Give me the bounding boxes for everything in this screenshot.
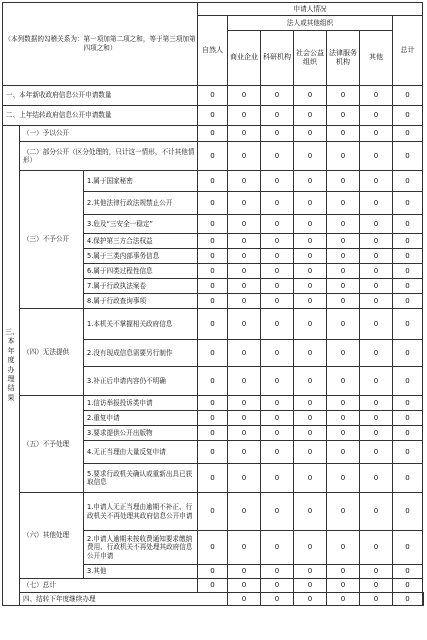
value-cell: 0: [228, 426, 261, 441]
value-cell: 0: [261, 565, 294, 579]
value-cell: 0: [261, 86, 294, 106]
value-cell: 0: [228, 294, 261, 309]
value-cell: 0: [294, 531, 327, 565]
value-cell: 0: [294, 464, 327, 493]
value-cell: 0: [198, 411, 228, 426]
value-cell: 0: [327, 192, 360, 215]
value-cell: 0: [327, 493, 360, 531]
value-cell: 0: [327, 215, 360, 234]
value-cell: 0: [198, 294, 228, 309]
value-cell: 0: [228, 531, 261, 565]
value-cell: 0: [294, 396, 327, 411]
value-cell: 0: [228, 367, 261, 396]
value-cell: 0: [393, 565, 423, 579]
row-label: 二、上年结转政府信息公开申请数量: [3, 106, 198, 126]
value-cell: 0: [294, 579, 327, 593]
value-cell: 0: [228, 126, 261, 142]
value-cell: 0: [261, 464, 294, 493]
value-cell: 0: [327, 294, 360, 309]
value-cell: 0: [327, 142, 360, 171]
header-social: 社会公益组织: [294, 31, 327, 86]
value-cell: 0: [294, 426, 327, 441]
value-cell: 0: [360, 142, 393, 171]
value-cell: 0: [360, 171, 393, 192]
value-cell: 0: [294, 493, 327, 531]
row-label: 4.保护第三方合法权益: [84, 234, 198, 249]
value-cell: 0: [360, 367, 393, 396]
row-label: 8.属于行政查询事项: [84, 294, 198, 309]
value-cell: 0: [360, 565, 393, 579]
value-cell: 0: [393, 464, 423, 493]
row-label: 3.要求提供公开出版物: [84, 426, 198, 441]
value-cell: 0: [294, 411, 327, 426]
value-cell: 0: [261, 396, 294, 411]
value-cell: 0: [198, 264, 228, 279]
row-label: 5.属于三类内部事务信息: [84, 249, 198, 264]
value-cell: 0: [261, 234, 294, 249]
value-cell: 0: [198, 106, 228, 126]
value-cell: 0: [393, 367, 423, 396]
value-cell: 0: [393, 493, 423, 531]
value-cell: 0: [198, 579, 228, 593]
row-label: 1.属于国家秘密: [84, 171, 198, 192]
value-cell: 0: [360, 106, 393, 126]
value-cell: 0: [198, 396, 228, 411]
value-cell: 0: [393, 279, 423, 294]
value-cell: 0: [198, 171, 228, 192]
value-cell: 0: [294, 192, 327, 215]
value-cell: 0: [198, 531, 228, 565]
value-cell: 0: [228, 171, 261, 192]
value-cell: 0: [360, 441, 393, 464]
value-cell: 0: [198, 279, 228, 294]
section-label: 三、本年度办理结果: [3, 126, 20, 606]
value-cell: 0: [327, 279, 360, 294]
value-cell: 0: [228, 396, 261, 411]
value-cell: 0: [261, 279, 294, 294]
row-label: 2.申请人逾期未按收费通知要求缴纳费用、行政机关不再处理其政府信息公开申请: [84, 531, 198, 565]
value-cell: 0: [198, 309, 228, 340]
value-cell: 0: [228, 215, 261, 234]
value-cell: 0: [294, 264, 327, 279]
row-label: 一、本年新收政府信息公开申请数量: [3, 86, 198, 106]
value-cell: 0: [327, 234, 360, 249]
value-cell: 0: [294, 215, 327, 234]
value-cell: 0: [261, 309, 294, 340]
value-cell: 0: [294, 309, 327, 340]
value-cell: 0: [198, 126, 228, 142]
value-cell: 0: [327, 171, 360, 192]
value-cell: 0: [228, 249, 261, 264]
row-label: 6.属于四类过程性信息: [84, 264, 198, 279]
value-cell: 0: [294, 142, 327, 171]
value-cell: 0: [228, 593, 261, 606]
value-cell: 0: [360, 426, 393, 441]
value-cell: 0: [393, 294, 423, 309]
value-cell: 0: [327, 565, 360, 579]
info-disclosure-table: [2, 2, 424, 606]
value-cell: 0: [327, 441, 360, 464]
value-cell: 0: [294, 126, 327, 142]
value-cell: 0: [360, 126, 393, 142]
value-cell: 0: [228, 340, 261, 367]
row-label: 2.没有现成信息需要另行制作: [84, 340, 198, 367]
value-cell: 0: [198, 464, 228, 493]
value-cell: 0: [261, 340, 294, 367]
value-cell: 0: [261, 493, 294, 531]
value-cell: 0: [228, 493, 261, 531]
value-cell: 0: [228, 565, 261, 579]
header-legal: 法人或其他组织: [228, 16, 393, 31]
row-label: 7.属于行政执法案卷: [84, 279, 198, 294]
value-cell: 0: [261, 215, 294, 234]
value-cell: 0: [327, 396, 360, 411]
value-cell: 0: [198, 192, 228, 215]
value-cell: 0: [294, 593, 327, 606]
group-label: （六）其他处理: [20, 493, 84, 579]
value-cell: 0: [294, 106, 327, 126]
header-note: （本列数据的勾稽关系为：第一项加第二项之和，等于第三项加第四项之和）: [3, 3, 198, 86]
value-cell: 0: [228, 411, 261, 426]
row-label: 3.其他: [84, 565, 198, 579]
value-cell: 0: [198, 86, 228, 106]
row-label: 四、结转下年度继续办理: [20, 593, 228, 606]
row-label: 1.申请人无正当理由逾期不补正、行政机关不再处理其政府信息公开申请: [84, 493, 198, 531]
value-cell: 0: [360, 531, 393, 565]
header-commercial: 商业企业: [228, 31, 261, 86]
value-cell: 0: [294, 279, 327, 294]
value-cell: 0: [261, 171, 294, 192]
value-cell: 0: [294, 441, 327, 464]
value-cell: 0: [228, 192, 261, 215]
value-cell: 0: [360, 86, 393, 106]
value-cell: 0: [294, 171, 327, 192]
value-cell: 0: [360, 192, 393, 215]
row-label: 5.要求行政机关确认或重新出具已获取信息: [84, 464, 198, 493]
header-other: 其他: [360, 31, 393, 86]
value-cell: 0: [198, 367, 228, 396]
value-cell: 0: [360, 411, 393, 426]
value-cell: 0: [393, 171, 423, 192]
value-cell: 0: [198, 249, 228, 264]
value-cell: 0: [294, 249, 327, 264]
value-cell: 0: [228, 279, 261, 294]
value-cell: 0: [198, 493, 228, 531]
header-natural-person: 自然人: [198, 16, 228, 86]
row-label: 1.本机关不掌握相关政府信息: [84, 309, 198, 340]
value-cell: 0: [360, 464, 393, 493]
value-cell: 0: [327, 264, 360, 279]
value-cell: 0: [360, 279, 393, 294]
value-cell: 0: [294, 294, 327, 309]
value-cell: 0: [360, 249, 393, 264]
value-cell: 0: [198, 426, 228, 441]
value-cell: 0: [360, 234, 393, 249]
value-cell: 0: [393, 593, 423, 606]
value-cell: [423, 593, 424, 606]
value-cell: 0: [360, 309, 393, 340]
value-cell: 0: [294, 367, 327, 396]
value-cell: 0: [393, 142, 423, 171]
value-cell: 0: [393, 234, 423, 249]
row-label: 3.补正后申请内容仍不明确: [84, 367, 198, 396]
value-cell: 0: [228, 234, 261, 249]
header-applicant: 申请人情况: [198, 3, 423, 16]
value-cell: 0: [327, 464, 360, 493]
value-cell: 0: [261, 126, 294, 142]
value-cell: 0: [261, 593, 294, 606]
value-cell: 0: [198, 565, 228, 579]
value-cell: 0: [261, 367, 294, 396]
value-cell: 0: [393, 441, 423, 464]
value-cell: 0: [198, 441, 228, 464]
value-cell: 0: [393, 86, 423, 106]
value-cell: 0: [228, 86, 261, 106]
value-cell: 0: [228, 142, 261, 171]
value-cell: 0: [393, 396, 423, 411]
row-label: 2.其他法律行政法规禁止公开: [84, 192, 198, 215]
value-cell: 0: [327, 367, 360, 396]
value-cell: 0: [393, 215, 423, 234]
value-cell: 0: [360, 340, 393, 367]
value-cell: 0: [360, 215, 393, 234]
value-cell: 0: [327, 411, 360, 426]
value-cell: 0: [228, 441, 261, 464]
value-cell: 0: [228, 106, 261, 126]
value-cell: 0: [360, 396, 393, 411]
row-label: （七）总计: [20, 579, 198, 593]
value-cell: 0: [327, 309, 360, 340]
value-cell: 0: [294, 340, 327, 367]
value-cell: 0: [327, 426, 360, 441]
value-cell: 0: [261, 441, 294, 464]
value-cell: 0: [261, 426, 294, 441]
value-cell: 0: [261, 579, 294, 593]
group-label: （五）不予处理: [20, 396, 84, 493]
value-cell: 0: [393, 126, 423, 142]
value-cell: 0: [393, 192, 423, 215]
value-cell: 0: [360, 593, 393, 606]
value-cell: 0: [360, 493, 393, 531]
row-label: （一）予以公开: [20, 126, 198, 142]
value-cell: 0: [327, 106, 360, 126]
value-cell: 0: [261, 264, 294, 279]
value-cell: 0: [327, 86, 360, 106]
value-cell: 0: [294, 234, 327, 249]
value-cell: 0: [327, 340, 360, 367]
value-cell: 0: [327, 249, 360, 264]
value-cell: 0: [327, 593, 360, 606]
value-cell: 0: [261, 531, 294, 565]
value-cell: 0: [261, 142, 294, 171]
row-label: 1.信访举报投诉类申请: [84, 396, 198, 411]
value-cell: 0: [393, 531, 423, 565]
value-cell: 0: [228, 579, 261, 593]
header-law: 法律服务机构: [327, 31, 360, 86]
row-label: （二）部分公开（区分处理的，只计这一情形，不计其他情形）: [20, 142, 198, 171]
value-cell: 0: [261, 106, 294, 126]
value-cell: 0: [228, 464, 261, 493]
value-cell: 0: [393, 340, 423, 367]
value-cell: 0: [393, 426, 423, 441]
value-cell: 0: [360, 264, 393, 279]
value-cell: 0: [360, 294, 393, 309]
value-cell: 0: [393, 249, 423, 264]
value-cell: 0: [228, 264, 261, 279]
value-cell: 0: [198, 142, 228, 171]
header-total: 总计: [393, 16, 423, 86]
value-cell: 0: [393, 411, 423, 426]
group-label: （三）不予公开: [20, 171, 84, 309]
value-cell: 0: [393, 106, 423, 126]
row-label: 4.无正当理由大量反复申请: [84, 441, 198, 464]
value-cell: 0: [261, 192, 294, 215]
value-cell: 0: [261, 411, 294, 426]
value-cell: 0: [198, 234, 228, 249]
value-cell: 0: [261, 249, 294, 264]
header-research: 科研机构: [261, 31, 294, 86]
value-cell: 0: [198, 215, 228, 234]
value-cell: 0: [294, 86, 327, 106]
group-label: （四）无法提供: [20, 309, 84, 396]
value-cell: 0: [327, 531, 360, 565]
value-cell: 0: [294, 565, 327, 579]
value-cell: 0: [393, 264, 423, 279]
value-cell: 0: [327, 126, 360, 142]
value-cell: 0: [228, 309, 261, 340]
row-label: 3.危及“三安全一稳定”: [84, 215, 198, 234]
value-cell: 0: [198, 340, 228, 367]
value-cell: 0: [393, 309, 423, 340]
value-cell: 0: [327, 579, 360, 593]
value-cell: 0: [261, 294, 294, 309]
value-cell: 0: [360, 579, 393, 593]
row-label: 2.重复申请: [84, 411, 198, 426]
value-cell: 0: [393, 579, 423, 593]
